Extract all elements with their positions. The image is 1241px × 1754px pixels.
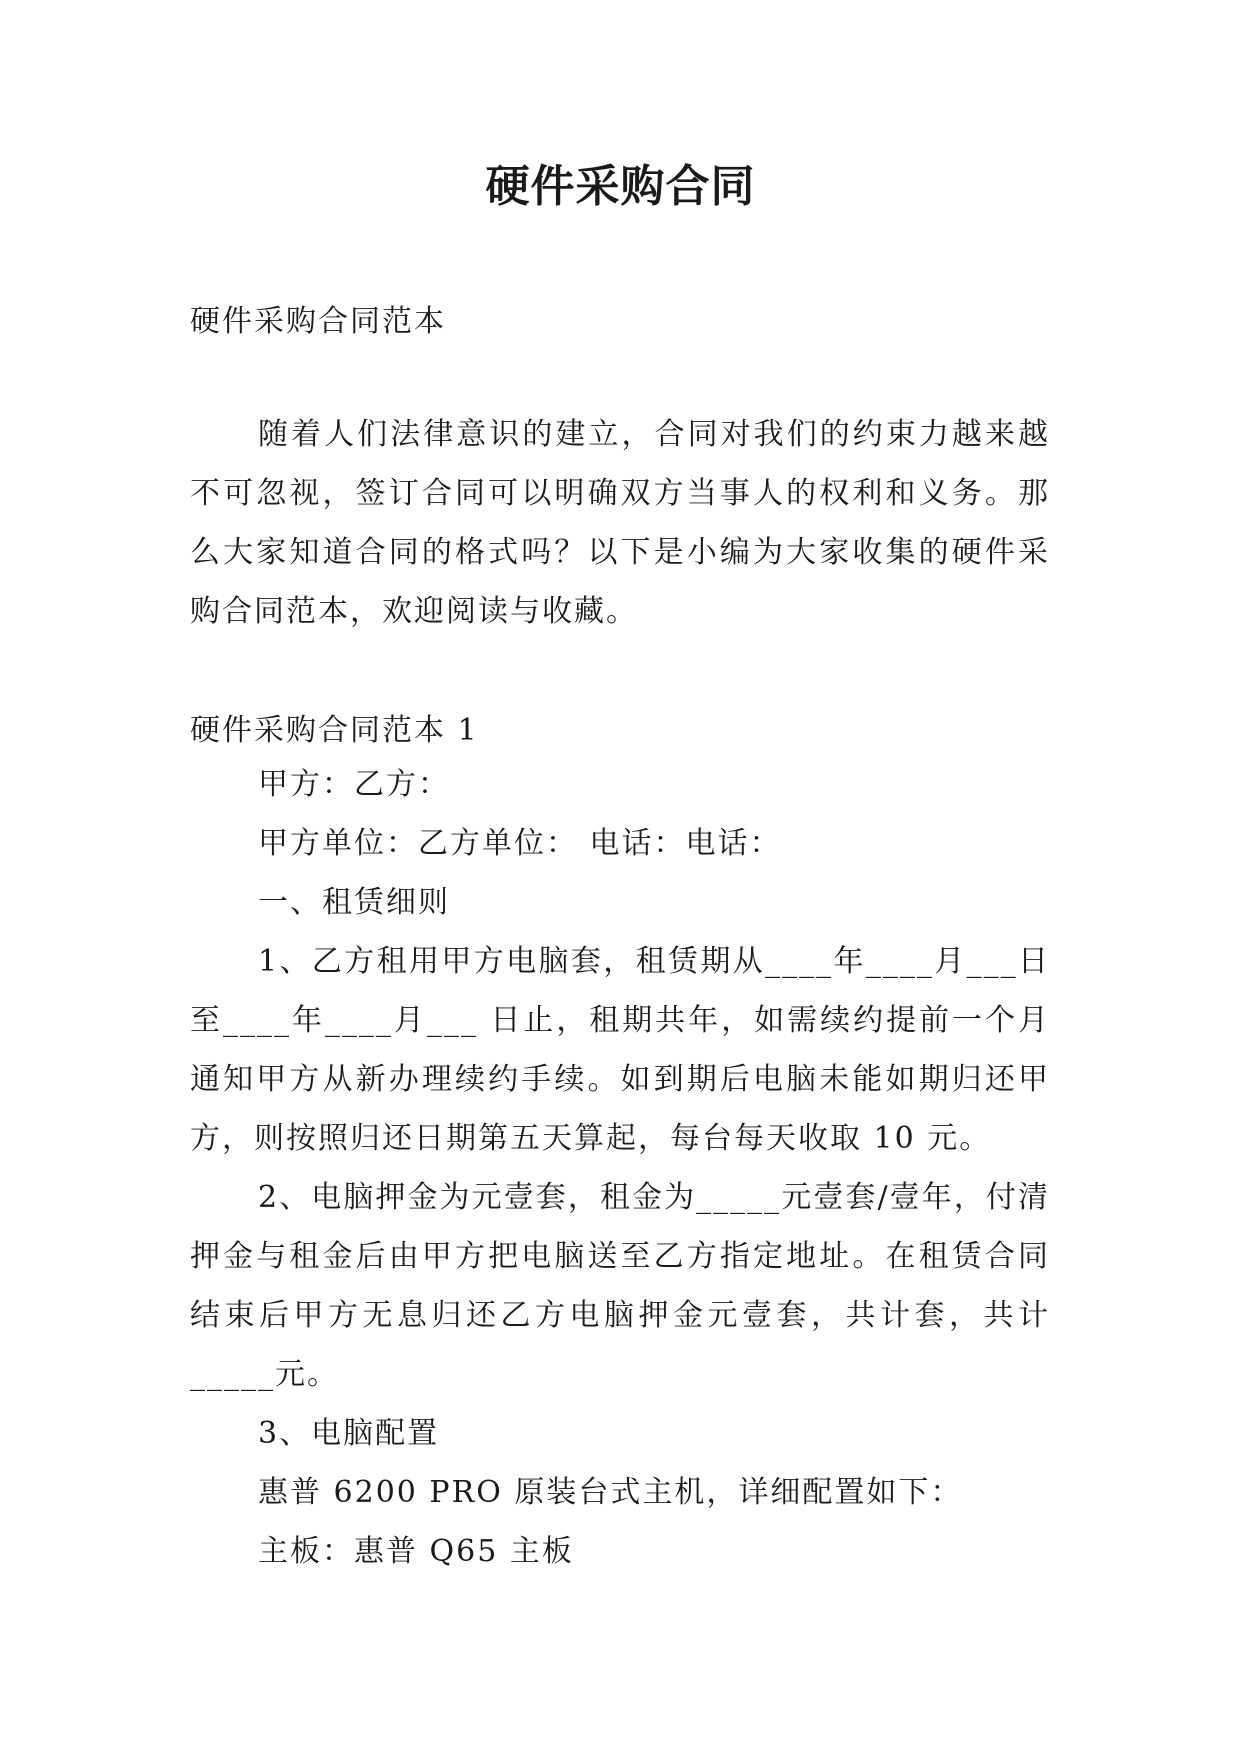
- clause-heading: 一、租赁细则: [258, 885, 450, 920]
- clause-1: 1、乙方租用甲方电脑套，租赁期从____年____月___日至____年____月___ 日止，租期共年，如需续约提前一个月通知甲方从新办理续约手续。如到期后电脑未能如期归还甲方，则按照归还日期第五天算起，每台每天收取 10 元。: [190, 944, 1050, 1156]
- intro-paragraph: 随着人们法律意识的建立，合同对我们的约束力越来越不可忽视，签订合同可以明确双方当事人的权利和义务。那么大家知道合同的格式吗？以下是小编为大家收集的硬件采购合同范本，欢迎阅读与收藏。: [190, 417, 1050, 629]
- document-title: 硬件采购合同: [485, 161, 756, 212]
- clause-3-heading: 3、电脑配置: [258, 1416, 440, 1451]
- contract-body: [190, 755, 1050, 1581]
- clause-2: 2、电脑押金为元壹套，租金为_____元壹套/壹年，付清押金与租金后由甲方把电脑送至乙方指定地址。在租赁合同结束后甲方无息归还乙方电脑押金元壹套，共计套，共计_____元。: [190, 1180, 1050, 1392]
- unit-phone-line: 甲方单位：乙方单位： 电话：电话：: [258, 826, 782, 861]
- config-intro: 惠普 6200 PRO 原装台式主机，详细配置如下：: [258, 1475, 963, 1510]
- party-line: 甲方：乙方：: [258, 767, 450, 802]
- section-title: 硬件采购合同范本 1: [190, 713, 479, 748]
- config-motherboard: 主板：惠普 Q65 主板: [258, 1534, 574, 1569]
- document-subtitle: 硬件采购合同范本: [190, 304, 446, 339]
